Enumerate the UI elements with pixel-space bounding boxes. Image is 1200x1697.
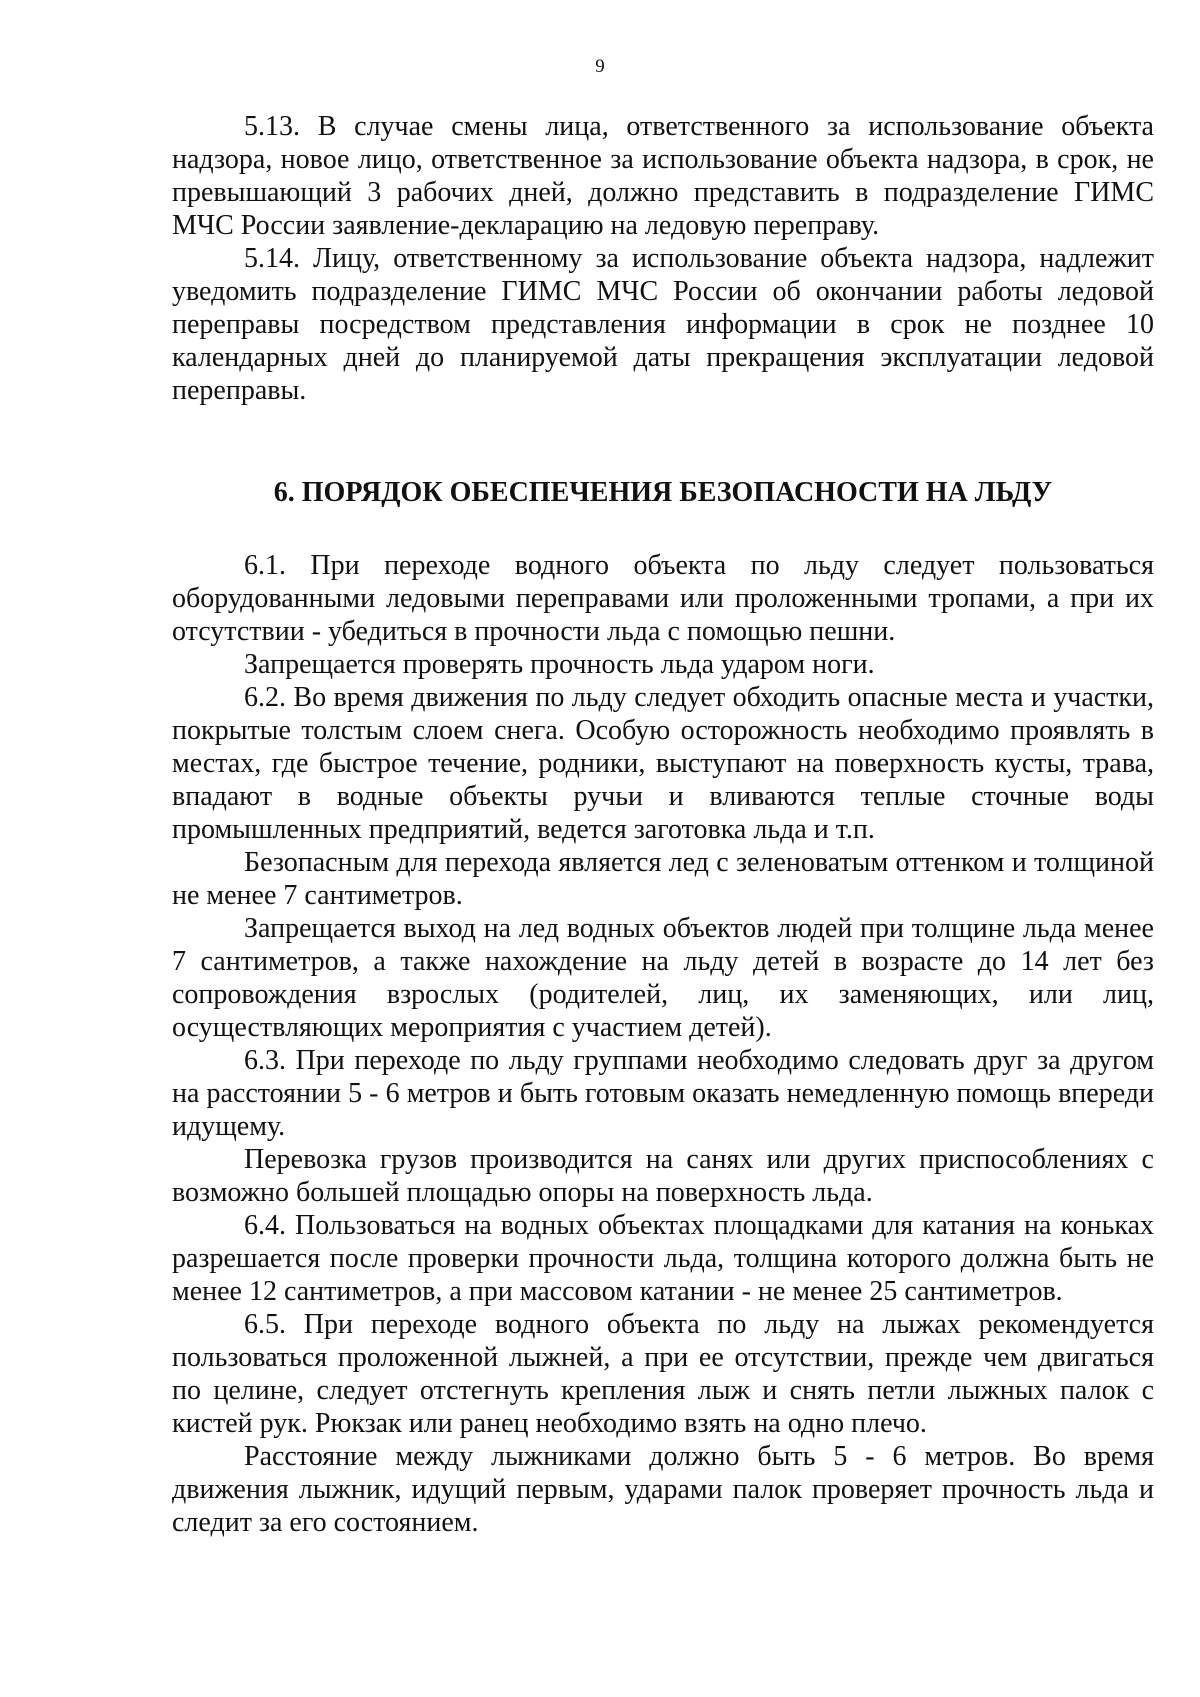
paragraph-6-1: 6.1. При переходе водного объекта по льду следует пользоваться оборудованными ледовыми переправами или проложенными тропами, а при их отсутствии - убедиться в прочности льда с помощью пешни. (172, 550, 1154, 647)
section-6-body (172, 549, 1154, 1539)
section-5-continuation (172, 110, 1154, 407)
paragraph-6-4: 6.4. Пользоваться на водных объектах площадками для катания на коньках разрешается после проверки прочности льда, толщина которого должна быть не менее 12 сантиметров, а при массовом катании - не менее 25 сантиметров. (172, 1210, 1154, 1307)
paragraph-6-2-safe-ice: Безопасным для перехода является лед с зеленоватым оттенком и толщиной не менее 7 сантиметров. (172, 847, 1154, 911)
paragraph-6-1-note: Запрещается проверять прочность льда ударом ноги. (244, 649, 875, 680)
paragraph-6-3-cargo: Перевозка грузов производится на санях или других приспособлениях с возможно большей площадью опоры на поверхность льда. (172, 1144, 1154, 1208)
paragraph-5-13: 5.13. В случае смены лица, ответственного за использование объекта надзора, новое лицо, ответственное за использование объекта надзора, в срок, не превышающий 3 рабочих дней, должно представить в подразделение ГИМС МЧС России заявление-декларацию на ледовую переправу. (172, 111, 1154, 241)
paragraph-6-2: 6.2. Во время движения по льду следует обходить опасные места и участки, покрытые толстым слоем снега. Особую осторожность необходимо проявлять в местах, где быстрое течение, родники, выступают на поверхность кусты, трава, впадают в водные объекты ручьи и вливаются теплые сточные воды промышленных предприятий, ведется заготовка льда и т.п. (172, 682, 1154, 845)
paragraph-6-2-prohibition: Запрещается выход на лед водных объектов людей при толщине льда менее 7 сантиметров, а также нахождение на льду детей в возрасте до 14 лет без сопровождения взрослых (родителей, лиц, их заменяющих, или лиц, осуществляющих мероприятия с участием детей). (172, 913, 1154, 1043)
page-number: 9 (595, 56, 605, 77)
section-6-heading: 6. ПОРЯДОК ОБЕСПЕЧЕНИЯ БЕЗОПАСНОСТИ НА ЛЬДУ (273, 477, 1053, 508)
paragraph-6-5-distance: Расстояние между лыжниками должно быть 5 - 6 метров. Во время движения лыжник, идущий первым, ударами палок проверяет прочность льда и следит за его состоянием. (172, 1441, 1154, 1538)
paragraph-6-5: 6.5. При переходе водного объекта по льду на лыжах рекомендуется пользоваться проложенной лыжней, а при ее отсутствии, прежде чем двигаться по целине, следует отстегнуть крепления лыж и снять петли лыжных палок с кистей рук. Рюкзак или ранец необходимо взять на одно плечо. (172, 1309, 1154, 1439)
paragraph-5-14: 5.14. Лицу, ответственному за использование объекта надзора, надлежит уведомить подразделение ГИМС МЧС России об окончании работы ледовой переправы посредством представления информации в срок не позднее 10 календарных дней до планируемой даты прекращения эксплуатации ледовой переправы. (172, 243, 1154, 406)
paragraph-6-3: 6.3. При переходе по льду группами необходимо следовать друг за другом на расстоянии 5 - 6 метров и быть готовым оказать немедленную помощь впереди идущему. (172, 1045, 1154, 1142)
